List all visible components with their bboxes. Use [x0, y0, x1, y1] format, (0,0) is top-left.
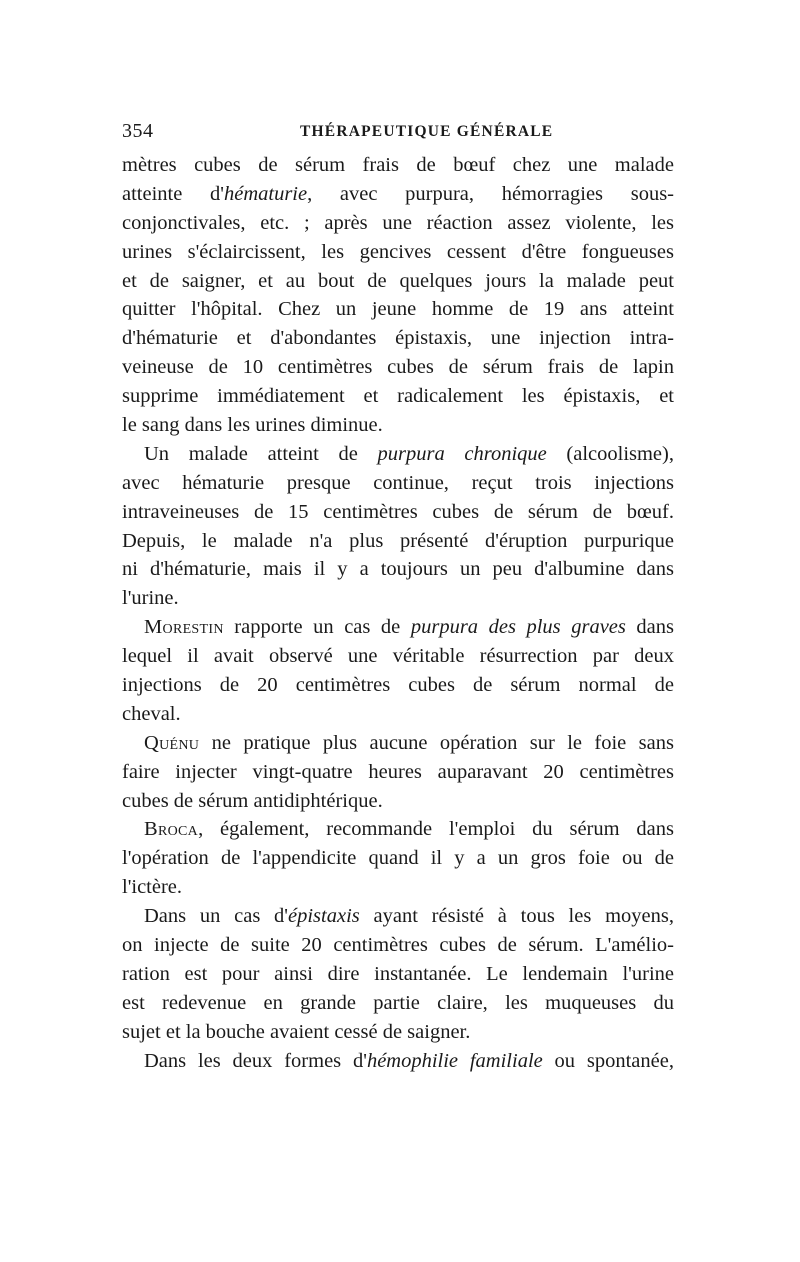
text-segment: dans	[625, 616, 675, 639]
text-line	[122, 238, 674, 267]
text-line	[122, 151, 674, 180]
text-line	[122, 902, 674, 931]
text-line	[122, 815, 674, 844]
italic-phrase: hématurie	[223, 182, 308, 205]
text-segment: sujet et la bouche avaient cessé de saigner.	[122, 1020, 471, 1043]
text-segment: l'ictère.	[122, 876, 183, 899]
text-line	[122, 700, 674, 729]
text-segment: cheval.	[122, 702, 181, 725]
text-segment: ration est pour ainsi dire instantanée. Le lendemain l'urine	[122, 962, 674, 985]
text-line	[122, 209, 674, 238]
text-segment: supprime immédiatement et radicalement les épistaxis, et	[122, 385, 674, 408]
author-name: Broca	[144, 818, 199, 841]
text-line	[122, 873, 674, 902]
text-segment: ou spontanée,	[542, 1049, 674, 1072]
text-segment: mètres cubes de sérum frais de bœuf chez une malade	[122, 154, 674, 176]
text-segment: Depuis, le malade n'a plus présenté d'éruption purpurique	[122, 529, 674, 552]
text-segment: , avec purpura, hémorragies sous-	[307, 182, 674, 205]
text-segment: l'urine.	[122, 587, 179, 610]
text-segment: est redevenue en grande partie claire, les muqueuses du	[122, 991, 674, 1014]
text-line	[122, 295, 674, 324]
italic-phrase: purpura des plus graves	[410, 616, 626, 639]
text-line	[122, 613, 674, 642]
text-segment: lequel il avait observé une véritable résurrection par deux	[122, 645, 674, 668]
text-line	[122, 758, 674, 787]
italic-phrase: épistaxis	[288, 905, 360, 928]
text-line	[122, 931, 674, 960]
text-line	[122, 324, 674, 353]
text-line	[122, 382, 674, 411]
author-name: Morestin	[144, 616, 224, 639]
running-title: THÉRAPEUTIQUE GÉNÉRALE	[300, 123, 554, 140]
text-segment: on injecte de suite 20 centimètres cubes de sérum. L'amélio-	[122, 934, 674, 957]
text-segment: et de saigner, et au bout de quelques jours la malade peut	[122, 269, 674, 292]
text-line	[122, 180, 674, 209]
text-segment: l'opération de l'appendicite quand il y a un gros foie ou de	[122, 847, 674, 870]
text-line	[122, 787, 674, 816]
text-segment: ne pratique plus aucune opération sur le foie sans	[199, 731, 674, 754]
text-line	[122, 1018, 674, 1047]
text-segment: le sang dans les urines diminue.	[122, 414, 383, 437]
text-segment: ayant résisté à tous les moyens,	[359, 905, 674, 928]
text-line	[122, 671, 674, 700]
italic-phrase: purpura chronique	[377, 442, 547, 465]
text-line	[122, 498, 674, 527]
text-segment: conjonctivales, etc. ; après une réaction assez violente, les	[122, 211, 674, 234]
text-line	[122, 411, 674, 440]
text-segment: avec hématurie presque continue, reçut trois injections	[122, 471, 674, 494]
text-line	[122, 844, 674, 873]
text-segment: quitter l'hôpital. Chez un jeune homme de 19 ans atteint	[122, 298, 674, 321]
text-line	[122, 729, 674, 758]
text-body	[122, 151, 674, 1076]
text-segment: ni d'hématurie, mais il y a toujours un peu d'albumine dans	[122, 558, 674, 581]
text-segment: Un malade atteint de	[144, 442, 378, 465]
text-segment: faire injecter vingt-quatre heures auparavant 20 centimètres	[122, 760, 674, 783]
text-segment: injections de 20 centimètres cubes de sérum normal de	[122, 674, 674, 697]
italic-phrase: hémophilie familiale	[366, 1049, 543, 1072]
text-segment: Dans un cas d'	[144, 905, 289, 928]
text-line	[122, 989, 674, 1018]
text-line	[122, 555, 674, 584]
text-segment: veineuse de 10 centimètres cubes de sérum frais de lapin	[122, 356, 674, 379]
text-line	[122, 1047, 674, 1076]
text-line	[122, 469, 674, 498]
text-line	[122, 584, 674, 613]
text-segment: Dans les deux formes d'	[144, 1049, 367, 1072]
text-segment: atteinte d'	[122, 182, 224, 205]
text-segment: urines s'éclaircissent, les gencives cessent d'être fongueuses	[122, 240, 674, 263]
text-segment: , également, recommande l'emploi du sérum dans	[198, 818, 674, 841]
text-line	[122, 642, 674, 671]
text-segment: d'hématurie et d'abondantes épistaxis, une injection intra-	[122, 327, 674, 350]
text-line	[122, 527, 674, 556]
text-segment: cubes de sérum antidiphtérique.	[122, 789, 383, 812]
text-line	[122, 267, 674, 296]
author-name: Quénu	[144, 731, 200, 754]
text-line	[122, 440, 674, 469]
text-segment: intraveineuses de 15 centimètres cubes de sérum de bœuf.	[122, 500, 674, 523]
text-line	[122, 960, 674, 989]
text-line	[122, 353, 674, 382]
running-head	[122, 116, 674, 146]
text-segment: (alcoolisme),	[546, 442, 674, 465]
text-segment: rapporte un cas de	[223, 616, 411, 639]
page-number: 354	[122, 120, 154, 142]
